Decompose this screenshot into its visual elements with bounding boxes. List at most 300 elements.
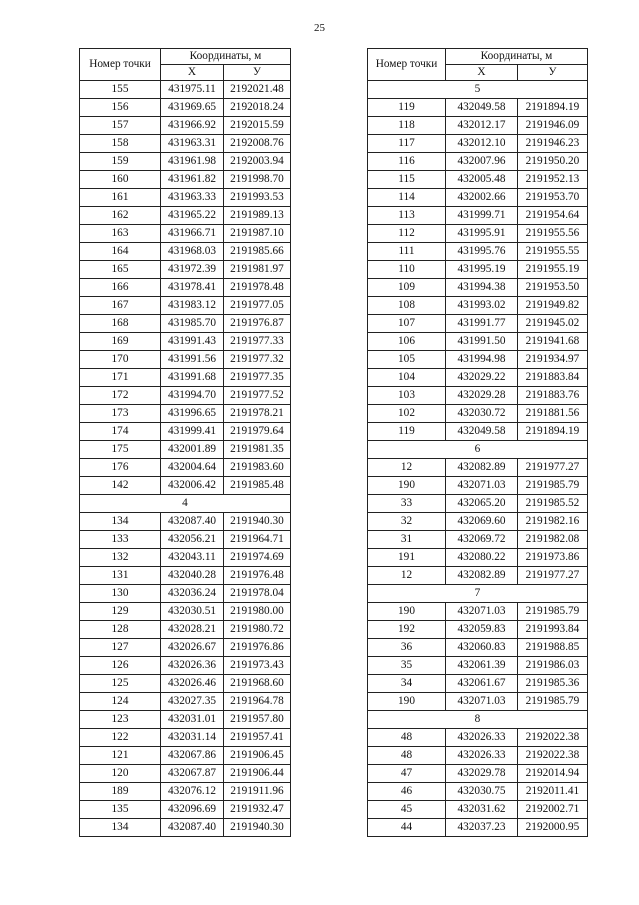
- y-coordinate-cell: 2191978.21: [224, 405, 291, 423]
- y-coordinate-cell: 2191968.60: [224, 675, 291, 693]
- point-number-cell: 34: [368, 675, 446, 693]
- y-coordinate-cell: 2192011.41: [518, 783, 588, 801]
- point-number-cell: 126: [80, 657, 161, 675]
- point-number-cell: 102: [368, 405, 446, 423]
- point-number-cell: 162: [80, 207, 161, 225]
- x-coordinate-cell: 432071.03: [446, 693, 518, 711]
- point-number-cell: 129: [80, 603, 161, 621]
- y-coordinate-cell: 2191950.20: [518, 153, 588, 171]
- point-number-cell: 175: [80, 441, 161, 459]
- x-coordinate-cell: 431991.50: [446, 333, 518, 351]
- section-header-row: [80, 495, 291, 513]
- y-coordinate-cell: 2191941.68: [518, 333, 588, 351]
- y-coordinate-cell: 2191977.27: [518, 567, 588, 585]
- coordinates-table-left: [79, 48, 291, 837]
- table-row: [368, 225, 588, 243]
- y-coordinate-cell: 2191993.84: [518, 621, 588, 639]
- table-row: [368, 135, 588, 153]
- y-coordinate-cell: 2191946.09: [518, 117, 588, 135]
- x-coordinate-cell: 431975.11: [161, 81, 224, 99]
- section-header-row: [368, 81, 588, 99]
- y-coordinate-cell: 2191982.08: [518, 531, 588, 549]
- x-column-header: X: [161, 65, 224, 81]
- point-number-cell: 123: [80, 711, 161, 729]
- x-coordinate-cell: 431991.56: [161, 351, 224, 369]
- x-coordinate-cell: 432031.14: [161, 729, 224, 747]
- y-coordinate-cell: 2191940.30: [224, 819, 291, 837]
- point-number-cell: 192: [368, 621, 446, 639]
- table-row: [80, 531, 291, 549]
- table-row: [368, 351, 588, 369]
- x-coordinate-cell: 431994.70: [161, 387, 224, 405]
- section-header-row: [368, 711, 588, 729]
- table-row: [80, 441, 291, 459]
- table-row: [80, 639, 291, 657]
- x-coordinate-cell: 432006.42: [161, 477, 224, 495]
- point-number-cell: 168: [80, 315, 161, 333]
- table-row: [368, 207, 588, 225]
- y-coordinate-cell: 2191894.19: [518, 99, 588, 117]
- x-coordinate-cell: 432028.21: [161, 621, 224, 639]
- page-number: 25: [314, 22, 325, 34]
- y-coordinate-cell: 2191989.13: [224, 207, 291, 225]
- point-number-cell: 125: [80, 675, 161, 693]
- y-coordinate-cell: 2191955.55: [518, 243, 588, 261]
- table-row: [80, 477, 291, 495]
- x-coordinate-cell: 432071.03: [446, 477, 518, 495]
- table-row: [80, 405, 291, 423]
- table-row: [80, 711, 291, 729]
- table-row: [80, 333, 291, 351]
- table-row: [368, 459, 588, 477]
- point-number-cell: 120: [80, 765, 161, 783]
- table-row: [80, 549, 291, 567]
- y-coordinate-cell: 2191985.79: [518, 603, 588, 621]
- y-column-header: У: [224, 65, 291, 81]
- point-number-cell: 172: [80, 387, 161, 405]
- x-coordinate-cell: 431963.31: [161, 135, 224, 153]
- x-coordinate-cell: 432026.46: [161, 675, 224, 693]
- point-number-cell: 118: [368, 117, 446, 135]
- x-coordinate-cell: 432036.24: [161, 585, 224, 603]
- x-coordinate-cell: 431993.02: [446, 297, 518, 315]
- y-coordinate-cell: 2191976.86: [224, 639, 291, 657]
- y-coordinate-cell: 2191988.85: [518, 639, 588, 657]
- x-coordinate-cell: 432071.03: [446, 603, 518, 621]
- y-coordinate-cell: 2192002.71: [518, 801, 588, 819]
- y-coordinate-cell: 2191986.03: [518, 657, 588, 675]
- y-coordinate-cell: 2191911.96: [224, 783, 291, 801]
- x-coordinate-cell: 432027.35: [161, 693, 224, 711]
- table-row: [80, 423, 291, 441]
- table-row: [80, 225, 291, 243]
- x-coordinate-cell: 432030.72: [446, 405, 518, 423]
- x-coordinate-cell: 432007.96: [446, 153, 518, 171]
- x-coordinate-cell: 431969.65: [161, 99, 224, 117]
- table-row: [368, 819, 588, 837]
- x-coordinate-cell: 432096.69: [161, 801, 224, 819]
- y-coordinate-cell: 2192015.59: [224, 117, 291, 135]
- point-number-cell: 170: [80, 351, 161, 369]
- table-row: [80, 369, 291, 387]
- y-coordinate-cell: 2191955.56: [518, 225, 588, 243]
- coordinates-table-right: [367, 48, 588, 837]
- x-coordinate-cell: 431994.38: [446, 279, 518, 297]
- y-column-header: У: [518, 65, 588, 81]
- point-number-cell: 110: [368, 261, 446, 279]
- point-number-cell: 171: [80, 369, 161, 387]
- table-row: [368, 513, 588, 531]
- y-coordinate-cell: 2191998.70: [224, 171, 291, 189]
- y-coordinate-cell: 2191949.82: [518, 297, 588, 315]
- y-coordinate-cell: 2191981.35: [224, 441, 291, 459]
- x-coordinate-cell: 432067.86: [161, 747, 224, 765]
- x-coordinate-cell: 432059.83: [446, 621, 518, 639]
- y-coordinate-cell: 2191985.79: [518, 477, 588, 495]
- x-coordinate-cell: 432040.28: [161, 567, 224, 585]
- point-number-cell: 47: [368, 765, 446, 783]
- point-number-cell: 173: [80, 405, 161, 423]
- point-number-cell: 165: [80, 261, 161, 279]
- x-coordinate-cell: 432082.89: [446, 459, 518, 477]
- point-number-cell: 163: [80, 225, 161, 243]
- y-coordinate-cell: 2191894.19: [518, 423, 588, 441]
- point-number-cell: 130: [80, 585, 161, 603]
- point-number-cell: 113: [368, 207, 446, 225]
- point-number-cell: 32: [368, 513, 446, 531]
- point-number-cell: 133: [80, 531, 161, 549]
- table-row: [368, 729, 588, 747]
- table-row: [368, 495, 588, 513]
- table-row: [80, 315, 291, 333]
- point-number-cell: 114: [368, 189, 446, 207]
- y-coordinate-cell: 2191985.36: [518, 675, 588, 693]
- table-row: [368, 603, 588, 621]
- x-coordinate-cell: 431961.98: [161, 153, 224, 171]
- table-row: [80, 171, 291, 189]
- y-coordinate-cell: 2191932.47: [224, 801, 291, 819]
- y-coordinate-cell: 2192003.94: [224, 153, 291, 171]
- section-number: 8: [368, 711, 588, 729]
- table-row: [80, 801, 291, 819]
- y-coordinate-cell: 2191883.76: [518, 387, 588, 405]
- point-number-cell: 176: [80, 459, 161, 477]
- x-coordinate-cell: 431999.41: [161, 423, 224, 441]
- table-row: [368, 297, 588, 315]
- table-row: [368, 621, 588, 639]
- x-coordinate-cell: 432082.89: [446, 567, 518, 585]
- section-number: 6: [368, 441, 588, 459]
- y-coordinate-cell: 2191978.48: [224, 279, 291, 297]
- y-coordinate-cell: 2192022.38: [518, 729, 588, 747]
- table-row: [80, 819, 291, 837]
- table-row: [368, 783, 588, 801]
- y-coordinate-cell: 2191985.48: [224, 477, 291, 495]
- point-number-header: Номер точки: [80, 49, 161, 81]
- table-row: [80, 207, 291, 225]
- point-number-cell: 124: [80, 693, 161, 711]
- x-coordinate-cell: 431966.92: [161, 117, 224, 135]
- table-row: [368, 243, 588, 261]
- point-number-cell: 142: [80, 477, 161, 495]
- y-coordinate-cell: 2191881.56: [518, 405, 588, 423]
- x-coordinate-cell: 431991.43: [161, 333, 224, 351]
- x-coordinate-cell: 432080.22: [446, 549, 518, 567]
- y-coordinate-cell: 2191985.79: [518, 693, 588, 711]
- coordinates-header: Координаты, м: [446, 49, 588, 65]
- table-row: [368, 261, 588, 279]
- x-coordinate-cell: 432002.66: [446, 189, 518, 207]
- point-number-cell: 128: [80, 621, 161, 639]
- table-row: [80, 621, 291, 639]
- x-coordinate-cell: 432069.60: [446, 513, 518, 531]
- x-coordinate-cell: 432037.23: [446, 819, 518, 837]
- point-number-cell: 156: [80, 99, 161, 117]
- y-coordinate-cell: 2191954.64: [518, 207, 588, 225]
- point-number-cell: 105: [368, 351, 446, 369]
- x-coordinate-cell: 432049.58: [446, 99, 518, 117]
- point-number-cell: 108: [368, 297, 446, 315]
- x-coordinate-cell: 432030.51: [161, 603, 224, 621]
- table-row: [80, 189, 291, 207]
- y-coordinate-cell: 2191953.70: [518, 189, 588, 207]
- x-coordinate-cell: 432001.89: [161, 441, 224, 459]
- y-coordinate-cell: 2191982.16: [518, 513, 588, 531]
- x-coordinate-cell: 432065.20: [446, 495, 518, 513]
- point-number-cell: 127: [80, 639, 161, 657]
- table-row: [368, 567, 588, 585]
- y-coordinate-cell: 2191964.71: [224, 531, 291, 549]
- x-coordinate-cell: 432061.67: [446, 675, 518, 693]
- point-number-cell: 44: [368, 819, 446, 837]
- y-coordinate-cell: 2191946.23: [518, 135, 588, 153]
- x-column-header: X: [446, 65, 518, 81]
- x-coordinate-cell: 431963.33: [161, 189, 224, 207]
- point-number-cell: 189: [80, 783, 161, 801]
- point-number-cell: 164: [80, 243, 161, 261]
- y-coordinate-cell: 2191977.32: [224, 351, 291, 369]
- y-coordinate-cell: 2191973.43: [224, 657, 291, 675]
- x-coordinate-cell: 432043.11: [161, 549, 224, 567]
- x-coordinate-cell: 432069.72: [446, 531, 518, 549]
- x-coordinate-cell: 432030.75: [446, 783, 518, 801]
- section-number: 5: [368, 81, 588, 99]
- y-coordinate-cell: 2191955.19: [518, 261, 588, 279]
- table-row: [80, 81, 291, 99]
- x-coordinate-cell: 432067.87: [161, 765, 224, 783]
- table-row: [80, 351, 291, 369]
- table-row: [368, 549, 588, 567]
- table-row: [80, 603, 291, 621]
- table-row: [368, 765, 588, 783]
- y-coordinate-cell: 2192014.94: [518, 765, 588, 783]
- x-coordinate-cell: 431985.70: [161, 315, 224, 333]
- x-coordinate-cell: 432060.83: [446, 639, 518, 657]
- y-coordinate-cell: 2191979.64: [224, 423, 291, 441]
- y-coordinate-cell: 2191973.86: [518, 549, 588, 567]
- table-row: [80, 783, 291, 801]
- y-coordinate-cell: 2191981.97: [224, 261, 291, 279]
- x-coordinate-cell: 432004.64: [161, 459, 224, 477]
- x-coordinate-cell: 432012.17: [446, 117, 518, 135]
- x-coordinate-cell: 431961.82: [161, 171, 224, 189]
- point-number-header: Номер точки: [368, 49, 446, 81]
- table-row: [80, 297, 291, 315]
- y-coordinate-cell: 2192000.95: [518, 819, 588, 837]
- table-row: [80, 693, 291, 711]
- x-coordinate-cell: 431968.03: [161, 243, 224, 261]
- x-coordinate-cell: 431965.22: [161, 207, 224, 225]
- y-coordinate-cell: 2191940.30: [224, 513, 291, 531]
- point-number-cell: 31: [368, 531, 446, 549]
- point-number-cell: 158: [80, 135, 161, 153]
- x-coordinate-cell: 432005.48: [446, 171, 518, 189]
- x-coordinate-cell: 431995.76: [446, 243, 518, 261]
- table-row: [80, 459, 291, 477]
- table-row: [368, 657, 588, 675]
- y-coordinate-cell: 2191957.80: [224, 711, 291, 729]
- table-row: [368, 639, 588, 657]
- table-row: [80, 657, 291, 675]
- point-number-cell: 48: [368, 729, 446, 747]
- y-coordinate-cell: 2191987.10: [224, 225, 291, 243]
- point-number-cell: 190: [368, 603, 446, 621]
- point-number-cell: 190: [368, 693, 446, 711]
- x-coordinate-cell: 431966.71: [161, 225, 224, 243]
- x-coordinate-cell: 432087.40: [161, 513, 224, 531]
- x-coordinate-cell: 432026.36: [161, 657, 224, 675]
- y-coordinate-cell: 2191980.00: [224, 603, 291, 621]
- table-row: [80, 99, 291, 117]
- y-coordinate-cell: 2191952.13: [518, 171, 588, 189]
- table-row: [80, 279, 291, 297]
- point-number-cell: 122: [80, 729, 161, 747]
- point-number-cell: 135: [80, 801, 161, 819]
- y-coordinate-cell: 2191883.84: [518, 369, 588, 387]
- point-number-cell: 33: [368, 495, 446, 513]
- point-number-cell: 12: [368, 459, 446, 477]
- section-number: 7: [368, 585, 588, 603]
- point-number-cell: 116: [368, 153, 446, 171]
- point-number-cell: 111: [368, 243, 446, 261]
- x-coordinate-cell: 431995.19: [446, 261, 518, 279]
- table-row: [80, 135, 291, 153]
- point-number-cell: 160: [80, 171, 161, 189]
- y-coordinate-cell: 2191934.97: [518, 351, 588, 369]
- x-coordinate-cell: 431983.12: [161, 297, 224, 315]
- point-number-cell: 112: [368, 225, 446, 243]
- point-number-cell: 115: [368, 171, 446, 189]
- table-row: [368, 333, 588, 351]
- table-row: [80, 747, 291, 765]
- table-row: [368, 405, 588, 423]
- x-coordinate-cell: 432012.10: [446, 135, 518, 153]
- table-row: [368, 747, 588, 765]
- y-coordinate-cell: 2191977.33: [224, 333, 291, 351]
- point-number-cell: 109: [368, 279, 446, 297]
- y-coordinate-cell: 2191976.48: [224, 567, 291, 585]
- y-coordinate-cell: 2191977.35: [224, 369, 291, 387]
- point-number-cell: 121: [80, 747, 161, 765]
- y-coordinate-cell: 2192018.24: [224, 99, 291, 117]
- table-row: [80, 729, 291, 747]
- table-row: [368, 171, 588, 189]
- point-number-cell: 119: [368, 99, 446, 117]
- x-coordinate-cell: 431999.71: [446, 207, 518, 225]
- y-coordinate-cell: 2191983.60: [224, 459, 291, 477]
- table-row: [80, 387, 291, 405]
- x-coordinate-cell: 432087.40: [161, 819, 224, 837]
- section-number: 4: [80, 495, 291, 513]
- section-header-row: [368, 585, 588, 603]
- point-number-cell: 36: [368, 639, 446, 657]
- point-number-cell: 155: [80, 81, 161, 99]
- x-coordinate-cell: 432031.01: [161, 711, 224, 729]
- point-number-cell: 134: [80, 819, 161, 837]
- table-row: [368, 801, 588, 819]
- y-coordinate-cell: 2191977.52: [224, 387, 291, 405]
- x-coordinate-cell: 432031.62: [446, 801, 518, 819]
- section-header-row: [368, 441, 588, 459]
- table-row: [368, 693, 588, 711]
- y-coordinate-cell: 2191993.53: [224, 189, 291, 207]
- x-coordinate-cell: 432049.58: [446, 423, 518, 441]
- point-number-cell: 107: [368, 315, 446, 333]
- point-number-cell: 132: [80, 549, 161, 567]
- table-row: [368, 117, 588, 135]
- x-coordinate-cell: 432026.33: [446, 747, 518, 765]
- y-coordinate-cell: 2191985.52: [518, 495, 588, 513]
- table-row: [80, 513, 291, 531]
- y-coordinate-cell: 2191977.05: [224, 297, 291, 315]
- y-coordinate-cell: 2191980.72: [224, 621, 291, 639]
- point-number-cell: 117: [368, 135, 446, 153]
- x-coordinate-cell: 432029.78: [446, 765, 518, 783]
- point-number-cell: 157: [80, 117, 161, 135]
- x-coordinate-cell: 431995.91: [446, 225, 518, 243]
- x-coordinate-cell: 432029.22: [446, 369, 518, 387]
- y-coordinate-cell: 2191906.45: [224, 747, 291, 765]
- x-coordinate-cell: 432026.33: [446, 729, 518, 747]
- point-number-cell: 191: [368, 549, 446, 567]
- y-coordinate-cell: 2191976.87: [224, 315, 291, 333]
- point-number-cell: 45: [368, 801, 446, 819]
- table-row: [80, 243, 291, 261]
- x-coordinate-cell: 432029.28: [446, 387, 518, 405]
- point-number-cell: 104: [368, 369, 446, 387]
- point-number-cell: 48: [368, 747, 446, 765]
- point-number-cell: 167: [80, 297, 161, 315]
- x-coordinate-cell: 432076.12: [161, 783, 224, 801]
- y-coordinate-cell: 2191906.44: [224, 765, 291, 783]
- coordinates-header: Координаты, м: [161, 49, 291, 65]
- table-row: [368, 153, 588, 171]
- table-row: [80, 765, 291, 783]
- point-number-cell: 46: [368, 783, 446, 801]
- x-coordinate-cell: 431972.39: [161, 261, 224, 279]
- table-row: [80, 567, 291, 585]
- y-coordinate-cell: 2191964.78: [224, 693, 291, 711]
- point-number-cell: 35: [368, 657, 446, 675]
- table-row: [368, 477, 588, 495]
- table-row: [368, 189, 588, 207]
- table-row: [368, 387, 588, 405]
- point-number-cell: 159: [80, 153, 161, 171]
- y-coordinate-cell: 2191985.66: [224, 243, 291, 261]
- y-coordinate-cell: 2191974.69: [224, 549, 291, 567]
- x-coordinate-cell: 431994.98: [446, 351, 518, 369]
- point-number-cell: 169: [80, 333, 161, 351]
